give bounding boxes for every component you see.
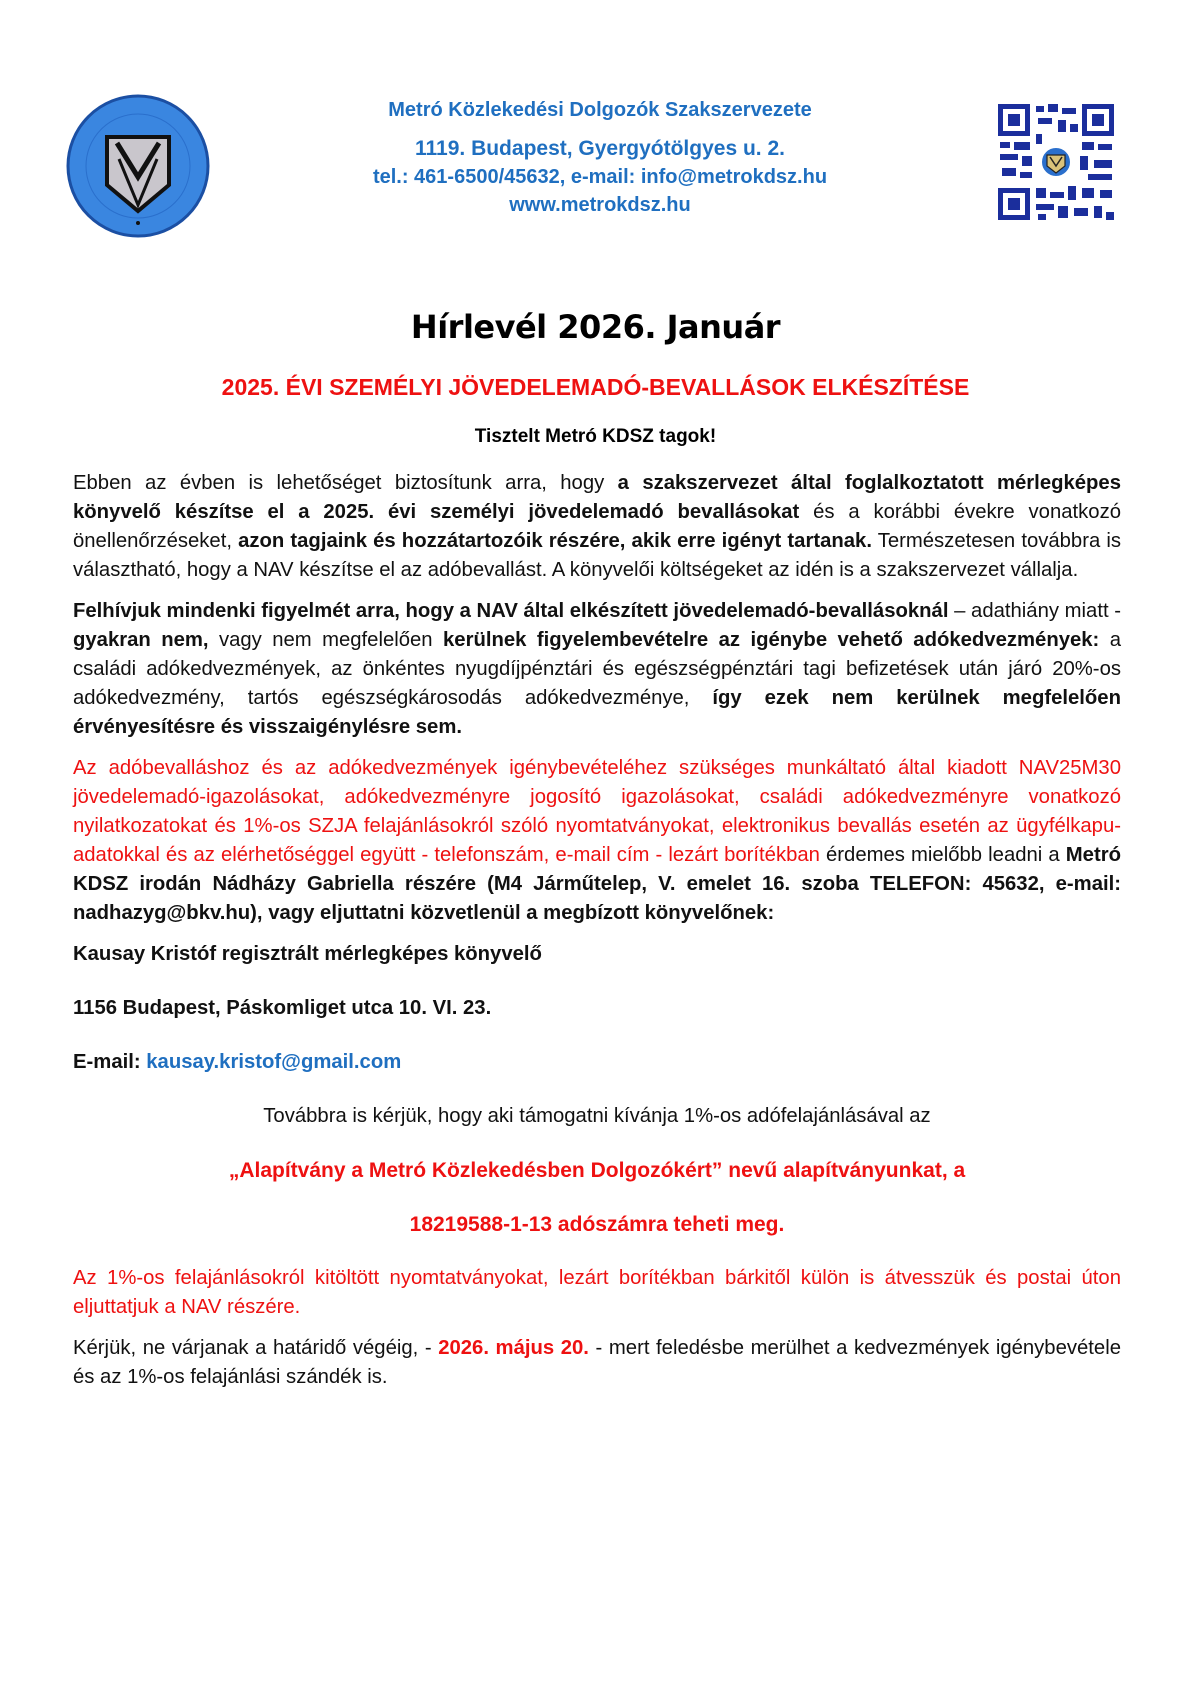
paragraph-forms-note: Az 1%-os felajánlásokról kitöltött nyomtatványokat, lezárt borítékban bárkitől külön is átvesszük és postai úton eljuttatjuk a NAV részére.	[73, 1267, 1121, 1318]
accountant-name: Kausay Kristóf regisztrált mérlegképes könyvelő	[73, 943, 542, 965]
text: Természetesen továbbra is választható, hogy a NAV készítse el az adóbevallást. A könyvelői költségeket az idén is a szakszervezet vállalja.	[73, 530, 1121, 581]
text: vagy nem megfelelően	[208, 629, 444, 651]
qr-code-icon	[996, 102, 1116, 222]
organization-name: Metró Közlekedési Dolgozók Szakszervezete	[388, 99, 812, 121]
bold-text: , vagy eljuttatni közvetlenül a megbízott könyvelőnek:	[256, 902, 775, 924]
paragraph-warning	[73, 597, 1121, 742]
accountant-address: 1156 Budapest, Páskomliget utca 10. VI. 23.	[73, 997, 492, 1019]
organization-address: 1119. Budapest, Gyergyótölgyes u. 2.	[415, 137, 785, 160]
bold-text: kerülnek figyelembevételre az igénybe vehető adókedvezmények:	[443, 629, 1100, 651]
paragraph-intro	[73, 469, 1121, 585]
text: Ebben az évben is lehetőséget biztosítunk arra, hogy	[73, 472, 618, 494]
bold-text: a szakszervezet által foglalkoztatott mérlegképes könyvelő készítse el a 2025. évi személyi jövedelemadó bevallásokat	[73, 472, 1121, 523]
donation-intro: Továbbra is kérjük, hogy aki támogatni kívánja 1%-os adófelajánlásával az	[263, 1105, 931, 1127]
newsletter-subtitle: 2025. ÉVI SZEMÉLYI JÖVEDELEMADÓ-BEVALLÁSOK ELKÉSZÍTÉSE	[221, 374, 970, 400]
paragraph-closing	[73, 1334, 1121, 1392]
bold-text: gyakran nem,	[73, 629, 209, 651]
organization-header	[300, 97, 900, 219]
bold-text: azon tagjaink és hozzátartozóik részére, akik erre igényt tartanak.	[238, 530, 872, 552]
text: a családi adókedvezmények, az önkéntes nyugdíjpénztári és egészségpénztári tagi befizetések után járó 20%-os adókedvezmény, tartós egészségkárosodás adókedvezménye,	[73, 629, 1121, 709]
newsletter-title: Hírlevél 2026. Január	[410, 308, 781, 346]
union-logo	[65, 93, 211, 239]
text: érdemes mielőbb leadni a	[819, 844, 1066, 866]
text: Kérjük, ne várjanak a határidő végéig, -	[73, 1337, 439, 1359]
accountant-email-line	[73, 1048, 1121, 1077]
text: – adathiány miatt -	[948, 600, 1121, 622]
accountant-email-link[interactable]: kausay.kristof@gmail.com	[146, 1051, 402, 1073]
text: - mert feledésbe merülhet a kedvezmények igénybevétele és az 1%-os felajánlási szándék is.	[73, 1337, 1121, 1388]
organization-website[interactable]: www.metrokdsz.hu	[509, 194, 691, 216]
bold-text: Felhívjuk mindenki figyelmét arra, hogy a NAV által elkészített jövedelemadó-bevallásoknál	[73, 600, 949, 622]
newsletter-body	[73, 469, 1121, 1404]
organization-contact: tel.: 461-6500/45632, e-mail: info@metrokdsz.hu	[372, 166, 828, 188]
deadline-date: 2026. május 20.	[438, 1337, 589, 1359]
bold-text: így ezek nem kerülnek megfelelően érvényesítésre és visszaigénylésre sem.	[73, 687, 1121, 738]
email-label: E-mail:	[73, 1051, 147, 1073]
text: és a korábbi évekre vonatkozó önellenőrzéseket,	[73, 501, 1121, 552]
paragraph-documents	[73, 754, 1121, 928]
red-text: Az adóbevalláshoz és az adókedvezmények igénybevételéhez szükséges munkáltató által kiadott NAV25M30 jövedelemadó-igazolásokat, adókedvezményre jogosító igazolásokat, családi adókedvezményre vonatkozó nyilatkozatokat és 1%-os SZJA felajánlásokról szóló nyomtatványokat, elektronikus bevallás esetén az ügyfélkapu-adatokkal és az elérhetőséggel együtt - telefonszám, e-mail cím - lezárt borítékban	[73, 757, 1121, 866]
foundation-name: „Alapítvány a Metró Közlekedésben Dolgozókért” nevű alapítványunkat, a	[228, 1159, 966, 1182]
greeting: Tisztelt Metró KDSZ tagok!	[474, 426, 717, 447]
bold-text: Metró KDSZ irodán Nádházy Gabriella részére (M4 Járműtelep, V. emelet 16. szoba TELEFON: 45632, e-mail: nadhazyg@bkv.hu)	[73, 844, 1121, 924]
foundation-tax-number: 18219588-1-13 adószámra teheti meg.	[409, 1213, 785, 1236]
